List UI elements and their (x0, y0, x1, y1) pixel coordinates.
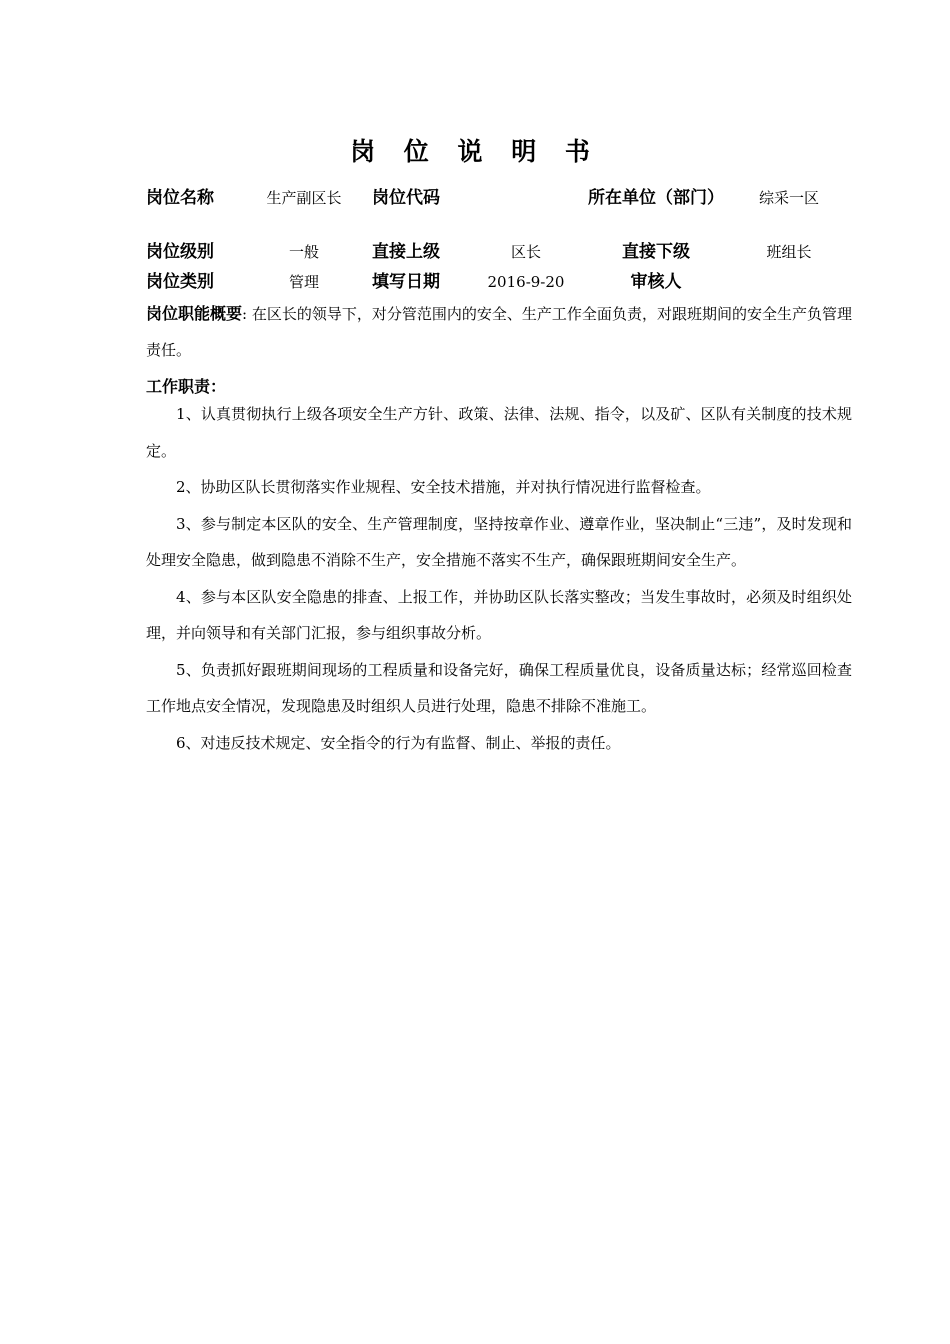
info-row-3 (146, 270, 852, 296)
superior-label: 直接上级 (372, 242, 440, 262)
position-name-label: 岗位名称 (146, 188, 214, 208)
duty-item: 2、协助区队长贯彻落实作业规程、安全技术措施，并对执行情况进行监督检查。 (176, 478, 711, 496)
duty-item: 1、认真贯彻执行上级各项安全生产方针、政策、法律、法规、指令，以及矿、区队有关制度的技术规定。 (146, 405, 852, 460)
category-label: 岗位类别 (146, 272, 214, 292)
subordinate-value: 班组长 (766, 243, 812, 261)
level-value: 一般 (288, 243, 319, 261)
reviewer-label: 审核人 (630, 272, 682, 292)
position-summary (146, 296, 852, 368)
duties-heading: 工作职责： (146, 377, 227, 396)
summary-text: : 在区长的领导下，对分管范围内的安全、生产工作全面负责，对跟班期间的安全生产负管理责任。 (146, 305, 852, 359)
duty-item: 3、参与制定本区队的安全、生产管理制度，坚持按章作业、遵章作业，坚决制止“三违”，及时发现和处理安全隐患，做到隐患不消除不生产，安全措施不落实不生产，确保跟班期间安全生产。 (146, 514, 852, 569)
document-title: 岗 位 说 明 书 (350, 137, 600, 166)
date-label: 填写日期 (372, 272, 440, 292)
unit-label: 所在单位（部门） (588, 188, 724, 208)
duty-item: 4、参与本区队安全隐患的排查、上报工作，并协助区队长落实整改；当发生事故时，必须及时组织处理，并向领导和有关部门汇报，参与组织事故分析。 (146, 587, 852, 642)
position-name-value: 生产副区长 (266, 189, 342, 207)
position-code-value (466, 186, 586, 240)
duties-list (146, 396, 852, 761)
unit-value: 综采一区 (758, 189, 819, 207)
summary-label: 岗位职能概要 (146, 304, 243, 323)
info-row-2 (146, 240, 852, 270)
superior-value: 区长 (510, 243, 541, 261)
info-row-1 (146, 186, 852, 240)
category-value: 管理 (288, 273, 319, 291)
duty-item: 6、对违反技术规定、安全指令的行为有监督、制止、举报的责任。 (176, 733, 621, 752)
position-code-label: 岗位代码 (372, 188, 440, 208)
position-info-table (146, 186, 852, 296)
reviewer-value (726, 270, 852, 296)
subordinate-label: 直接下级 (622, 242, 690, 262)
duty-item: 5、负责抓好跟班期间现场的工程质量和设备完好，确保工程质量优良，设备质量达标；经常巡回检查工作地点安全情况，发现隐患及时组织人员进行处理，隐患不排除不准施工。 (146, 660, 852, 715)
level-label: 岗位级别 (146, 242, 214, 262)
date-value: 2016-9-20 (487, 273, 565, 291)
